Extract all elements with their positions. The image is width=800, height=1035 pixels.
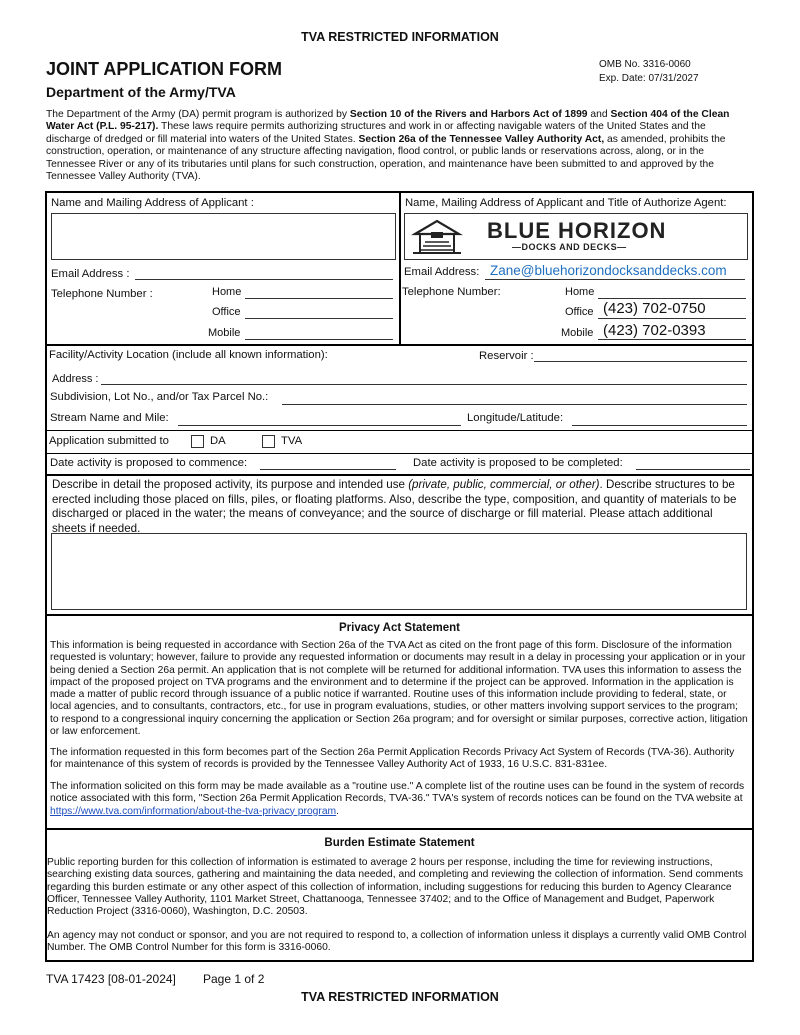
complete-date-field[interactable] <box>636 469 750 470</box>
agent-home-field[interactable] <box>598 298 746 299</box>
agent-home-label: Home <box>565 286 595 298</box>
agent-mobile-value[interactable]: (423) 702-0393 <box>603 322 706 339</box>
logo-wordmark: BLUE HORIZON <box>487 218 667 243</box>
dock-house-logo-icon <box>411 218 463 256</box>
burden-paragraph-2: An agency may not conduct or sponsor, and you are not required to respond to, a collection of information unless it displays a currently valid OMB Control Number. The OMB Control Number for this form is 3316-0060. <box>47 930 747 954</box>
subdivision-field[interactable] <box>282 404 747 405</box>
burden-paragraph-1: Public reporting burden for this collection of information is estimated to average 2 hours per response, including the time for reviewing instructions, searching existing data sources, gathering and maintaining the data needed, and completing and reviewing the collection of information. Send comments regarding this burden estimate or any other aspect of this collection of information, including suggestions for reducing this burden to Agency Clearance Officer, Tennessee Valley Authority, 1101 Market Street, Chattanooga, Tennessee 37402; and to the Office of Management and Budget, Paperwork Reduction Project (3316-0060), Washington, D.C. 20503. <box>47 857 744 918</box>
applicant-email-field[interactable] <box>135 279 393 280</box>
applicant-email-label: Email Address : <box>51 268 130 280</box>
applicant-name-label: Name and Mailing Address of Applicant : <box>51 197 254 209</box>
exp-date: Exp. Date: 07/31/2027 <box>599 73 699 84</box>
submitted-to-label: Application submitted to <box>49 435 169 447</box>
tva-label: TVA <box>281 435 303 447</box>
da-checkbox[interactable] <box>191 435 204 448</box>
department-title: Department of the Army/TVA <box>46 84 236 100</box>
agent-name-label: Name, Mailing Address of Applicant and Title of Authorize Agent: <box>405 197 727 209</box>
restricted-banner-bottom: TVA RESTRICTED INFORMATION <box>301 990 499 1004</box>
privacy-title: Privacy Act Statement <box>338 622 460 634</box>
agent-phone-label: Telephone Number: <box>402 286 501 298</box>
agent-office-value[interactable]: (423) 702-0750 <box>603 300 706 317</box>
agent-email-value[interactable]: Zane@bluehorizondocksanddecks.com <box>490 263 727 278</box>
section-divider-privacy <box>46 614 753 616</box>
subdivision-label: Subdivision, Lot No., and/or Tax Parcel No.: <box>50 391 269 403</box>
burden-title: Burden Estimate Statement <box>324 837 475 849</box>
intro-paragraph: The Department of the Army (DA) permit program is authorized by Section 10 of the Rivers and Harbors Act of 1899 and Section 404 of the Clean Water Act (P.L. 95-217). These laws require permits authorizing structures and work in or affecting navigable waters of the United States and the discharge of dredged or fill material into waters of the United States. Section 26a of the Tennessee Valley Authority Act, as amended, prohibits the construction, operation, or maintenance of any structure affecting navigation, flood control, or public lands or reservations across, along, or in the Tennessee River or any of its tributaries until plans for such construction, operation, and maintenance have been submitted to and approved by the Tennessee Valley Authority (TVA). <box>46 109 730 183</box>
omb-info <box>599 58 699 86</box>
address-field[interactable] <box>101 384 747 385</box>
omb-number: OMB No. 3316-0060 <box>599 59 691 70</box>
commence-date-field[interactable] <box>260 469 396 470</box>
complete-date-label: Date activity is proposed to be completed: <box>413 457 623 469</box>
longlat-label: Longitude/Latitude: <box>467 412 564 424</box>
applicant-name-field[interactable] <box>51 213 396 260</box>
agent-office-field <box>598 318 746 319</box>
applicant-mobile-field[interactable] <box>245 339 393 340</box>
describe-activity-field[interactable] <box>51 533 747 610</box>
applicant-phone-label: Telephone Number : <box>51 288 153 300</box>
agent-mobile-label: Mobile <box>561 327 594 339</box>
section-divider-dates <box>46 453 753 454</box>
agent-mobile-field <box>598 339 746 340</box>
address-label: Address : <box>52 373 99 385</box>
applicant-home-label: Home <box>212 286 242 298</box>
agent-email-field <box>485 279 745 280</box>
form-title: JOINT APPLICATION FORM <box>46 59 282 79</box>
agent-office-label: Office <box>565 306 594 318</box>
da-label: DA <box>210 435 226 447</box>
applicant-office-label: Office <box>212 306 241 318</box>
privacy-paragraph-1: This information is being requested in accordance with Section 26a of the TVA Act as cited on the front page of this form. Disclosure of the information requested is voluntary; however, failure to provide any requested information or documents may result in a delay in processing your application or in your being denied a Section 26a permit. An application that is not complete will be returned for additional information. TVA uses this information to assess the impact of the proposed project on TVA programs and the environment and to determine if the project can be approved. Information in the application is made a matter of public record through issuance of a public notice if warranted. Routine uses of this information include providing to federal, state, or local agencies, and to consultants, contractors, etc., for use in program evaluations, studies, or other matters involving support services to the program; to respond to a congressional inquiry concerning the application or Section 26a program; and for oversight or similar purposes, corrective action, litigation or law enforcement. <box>50 640 748 738</box>
reservoir-field[interactable] <box>534 361 747 362</box>
stream-field[interactable] <box>178 425 461 426</box>
privacy-paragraph-2: The information requested in this form becomes part of the Section 26a Permit Application Records Privacy Act System of Records (TVA-36). Authority for maintenance of this system of records is provided by the Tennessee Valley Authority Act of 1933, 16 U.S.C. 831-831ee. <box>50 747 735 771</box>
privacy-link[interactable]: https://www.tva.com/information/about-the-tva-privacy program <box>50 805 337 817</box>
commence-date-label: Date activity is proposed to commence: <box>50 457 248 469</box>
reservoir-label: Reservoir : <box>479 350 534 362</box>
section-divider-burden <box>46 828 753 830</box>
section-divider-submission <box>46 430 753 431</box>
column-divider <box>399 192 401 344</box>
form-code: TVA 17423 [08-01-2024] <box>46 972 176 986</box>
describe-instructions: Describe in detail the proposed activity, its purpose and intended use (private, public, commercial, or other). Describe structures to be erected including those placed on fills, piles, or floating platforms. Also, describe the type, composition, and quantity of materials to be discharged or placed in the water; the means of conveyance; and the source of discharge or fill material. Please attach additional sheets if needed. <box>52 478 737 535</box>
section-divider-describe <box>46 474 753 476</box>
applicant-mobile-label: Mobile <box>208 327 241 339</box>
page-number: Page 1 of 2 <box>203 972 265 986</box>
stream-label: Stream Name and Mile: <box>50 412 169 424</box>
tva-checkbox[interactable] <box>262 435 275 448</box>
restricted-banner-top: TVA RESTRICTED INFORMATION <box>301 30 499 44</box>
facility-location-label: Facility/Activity Location (include all known information): <box>49 349 328 361</box>
applicant-home-field[interactable] <box>245 298 393 299</box>
agent-email-label: Email Address: <box>404 266 480 278</box>
privacy-paragraph-3: The information solicited on this form may be made available as a "routine use." A complete list of the routine uses can be found in the system of records notice associated with this form, "Section 26a Permit Application Records, TVA-36." TVA's system of records notices can be found on the TVA website at https://www.tva.com/information/about-the-tva-privacy program. <box>50 781 745 817</box>
section-divider-location <box>46 344 753 346</box>
longlat-field[interactable] <box>572 425 747 426</box>
logo-tagline: —DOCKS AND DECKS— <box>512 242 627 252</box>
applicant-office-field[interactable] <box>245 318 393 319</box>
